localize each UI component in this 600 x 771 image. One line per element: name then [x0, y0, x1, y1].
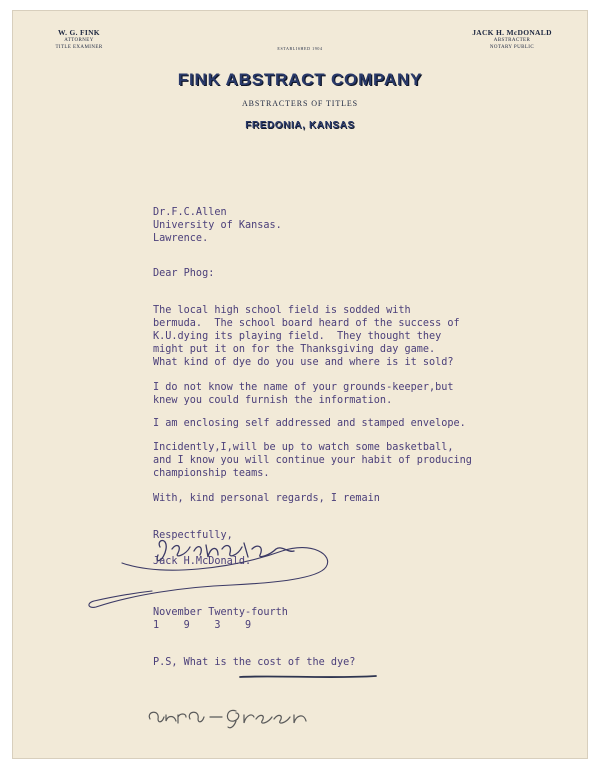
paragraph-line: bermuda. The school board heard of the success of	[153, 318, 460, 329]
signer-name: Jack H.McDonald.	[153, 556, 252, 567]
paragraph-line: K.U.dying its playing field. They thought they	[153, 331, 442, 342]
addressee-line: University of Kansas.	[153, 220, 282, 231]
company-name: FINK ABSTRACT COMPANY	[177, 70, 423, 89]
handwritten-signature	[82, 525, 342, 615]
addressee-line: Dr.F.C.Allen	[153, 207, 227, 218]
paragraph-line: I am enclosing self addressed and stamped envelope.	[153, 418, 466, 429]
established-note: ESTABLISHED 1904	[277, 46, 323, 51]
company-tagline: ABSTRACTERS OF TITLES	[241, 99, 359, 108]
left-partner-title: ATTORNEY	[64, 38, 94, 44]
closing-line: With, kind personal regards, I remain	[153, 493, 380, 504]
date-year: 1 9 3 9	[153, 620, 252, 631]
letter-sheet	[12, 10, 588, 759]
paragraph-line: I do not know the name of your grounds-keeper,but	[153, 382, 454, 393]
postscript: P.S, What is the cost of the dye?	[153, 657, 356, 668]
salutation: Dear Phog:	[153, 268, 215, 279]
left-partner-name: W. G. FINK	[58, 28, 100, 37]
paragraph-line: and I know you will continue your habit of producing	[153, 455, 472, 466]
paragraph-line: The local high school field is sodded with	[153, 305, 411, 316]
ps-underline	[238, 673, 378, 681]
right-partner-name: JACK H. McDONALD	[472, 28, 552, 37]
left-partner-title-2: TITLE EXAMINER	[55, 44, 103, 50]
date-line: November Twenty-fourth	[153, 607, 288, 618]
paragraph-line: might put it on for the Thanksgiving day game.	[153, 344, 436, 355]
right-partner-title: ABSTRACTER	[493, 38, 531, 44]
complimentary-close: Respectfully,	[153, 530, 233, 541]
paragraph-line: What kind of dye do you use and where is it sold?	[153, 357, 454, 368]
paragraph-line: championship teams.	[153, 468, 270, 479]
paragraph-line: Incidently,I,will be up to watch some basketball,	[153, 442, 454, 453]
right-partner-title-2: NOTARY PUBLIC	[489, 44, 535, 50]
addressee-line: Lawrence.	[153, 233, 209, 244]
pencil-note	[144, 697, 344, 733]
company-city: FREDONIA, KANSAS	[245, 120, 355, 131]
paragraph-line: knew you could furnish the information.	[153, 395, 393, 406]
